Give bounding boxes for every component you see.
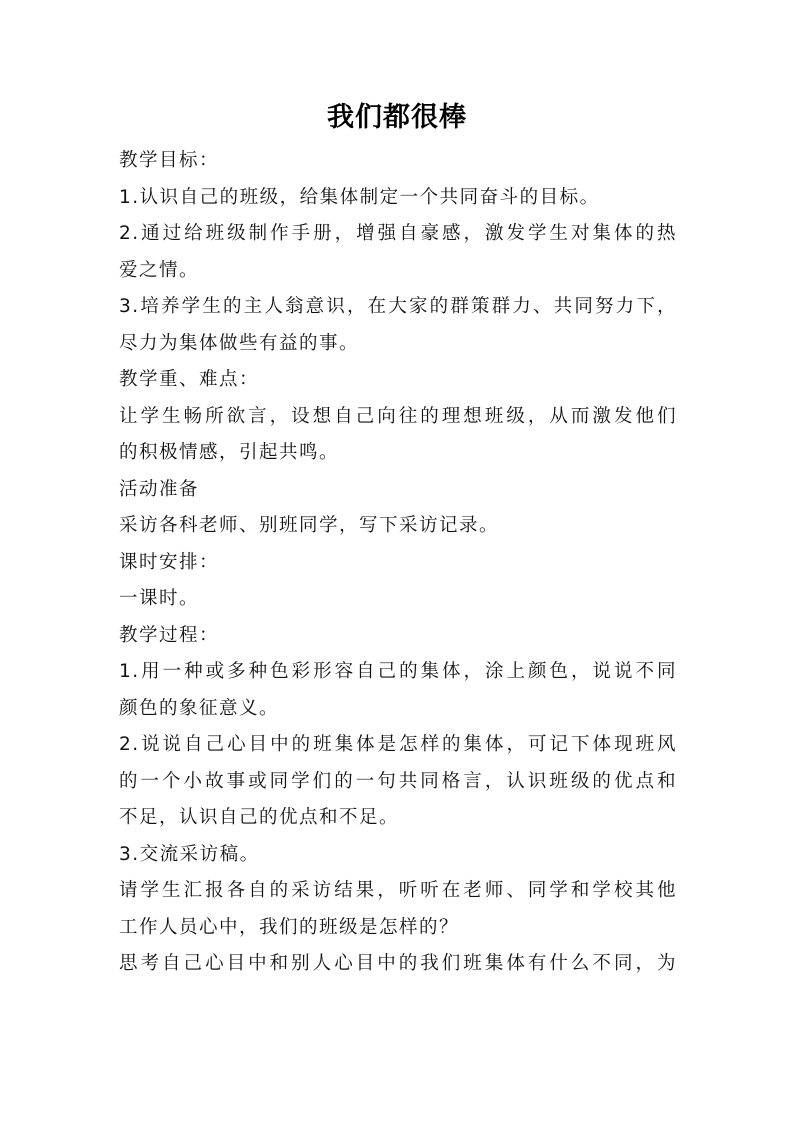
text-line: 活动准备 <box>119 478 200 500</box>
text-line: 不足，认识自己的优点和不足。 <box>119 807 400 828</box>
text-line: 尽力为集体做些有益的事。 <box>119 332 360 354</box>
text-line: 课时安排： <box>119 551 220 573</box>
text-line: 思考自己心目中和别人心目中的我们班集体有什么不同，为 <box>119 953 677 974</box>
text-line: 教学目标： <box>119 150 220 171</box>
text-line: 请学生汇报各自的采访结果，听听在老师、同学和学校其他 <box>119 880 677 901</box>
text-line: 一课时。 <box>119 588 200 609</box>
text-line: 工作人员心中，我们的班级是怎样的？ <box>119 916 460 938</box>
text-line: 教学过程： <box>119 624 220 646</box>
text-line: 颜色的象征意义。 <box>119 697 280 719</box>
document-title: 我们都很棒 <box>327 102 467 133</box>
text-line: 爱之情。 <box>119 259 200 281</box>
text-line: 1.用一种或多种色彩形容自己的集体，涂上颜色，说说不同 <box>119 661 677 682</box>
text-line: 的一个小故事或同学们的一句共同格言，认识班级的优点和 <box>119 770 677 792</box>
text-line: 3.培养学生的主人翁意识，在大家的群策群力、共同努力下， <box>119 296 677 317</box>
text-line: 采访各科老师、别班同学，写下采访记录。 <box>119 515 500 536</box>
text-line: 3.交流采访稿。 <box>119 843 260 865</box>
text-line: 1.认识自己的班级，给集体制定一个共同奋斗的目标。 <box>119 186 600 208</box>
text-line: 教学重、难点： <box>119 369 260 390</box>
text-line: 的积极情感，引起共鸣。 <box>119 442 340 463</box>
text-line: 2.说说自己心目中的班集体是怎样的集体，可记下体现班风 <box>119 734 677 755</box>
text-line: 让学生畅所欲言，设想自己向往的理想班级，从而激发他们 <box>119 405 677 427</box>
document-body <box>119 143 677 983</box>
text-line: 2.通过给班级制作手册，增强自豪感，激发学生对集体的热 <box>119 223 677 244</box>
